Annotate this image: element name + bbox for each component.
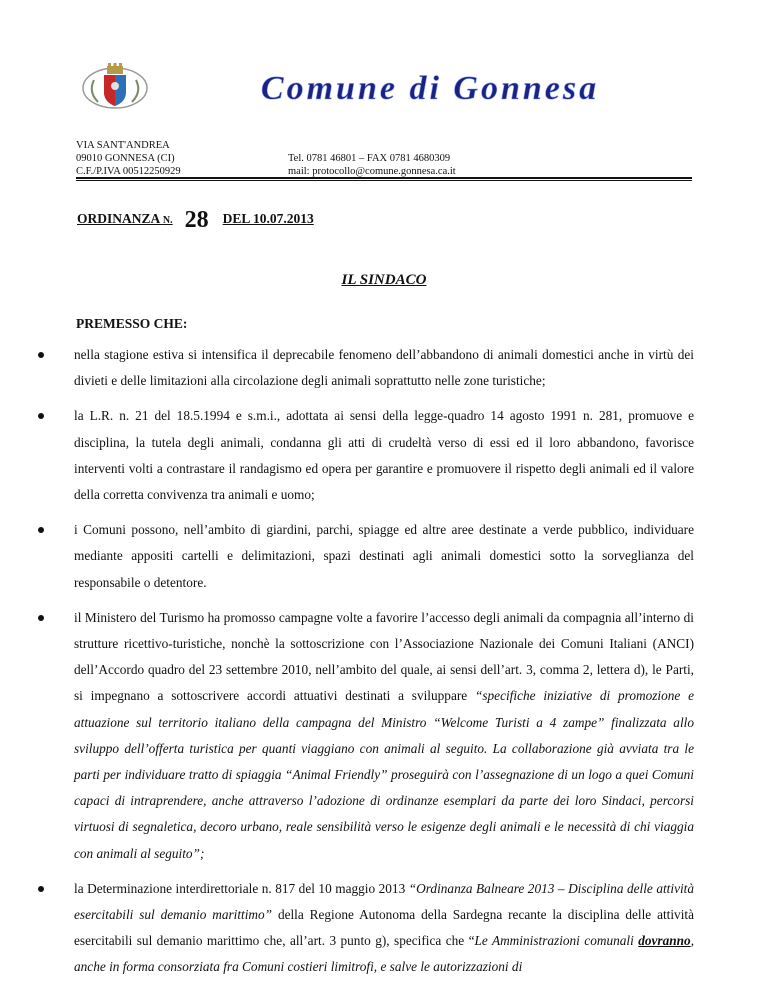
list-item [38,517,694,596]
list-item-text: i Comuni possono, nell’ambito di giardini, parchi, spiagge ed altre aree destinate a verde pubblico, individuare mediante appositi cartelli e delimitazioni, spazi destinati agli animali domestici sotto la sorveglianza del responsabile o detentore. [74,522,694,590]
list-item-text: la Determinazione interdirettoriale n. 817 del 10 maggio 2013 [74,880,409,896]
list-item [38,403,694,508]
list-item [38,342,694,394]
bullet-icon [38,527,44,533]
phone-fax: Tel. 0781 46801 – FAX 0781 4680309 [288,153,451,164]
list-item-text: la L.R. n. 21 del 18.5.1994 e s.m.i., adottata ai sensi della legge-quadro 14 agosto 1991 n. 281, promuove e disciplina, la tutela degli animali, condanna gli atti di crudeltà verso di essi ed il loro abbandono, favorisce interventi volti a contrastare il randagismo ed opera per garantire e promuovere il rispetto degli animali ed il valore della corretta convivenza tra animali e uomo; [74,408,694,503]
list-item-quote: “Ordinanza Balneare 2013 – Disciplina delle attività esercitabili sul demanio marittimo” [74,880,695,923]
ordinanza-date: DEL 10.07.2013 [222,211,314,226]
list-item-quote: , anche in forma consorziata fra Comuni costieri limitrofi, e salve le autorizzazioni di [74,933,695,975]
list-item-text: della Regione Autonoma della Sardegna recante la disciplina delle attività esercitabili sul demanio marittimo che, all’art. 3 punto g), specifica che “ [74,907,694,949]
address-block [76,139,181,178]
ordinanza-label [77,211,173,226]
ordinanza-heading [77,203,314,233]
list-item-text: il Ministero del Turismo ha promosso campagne volte a favorire l’accesso degli animali da compagnia all’interno di strutture ricettivo-turistiche, nonchè la sottoscrizione con l’Associazione Nazionale dei Comuni Italiani (ANCI) dell’Accordo quadro del 23 settembre 2010, nell’ambito del quale, ai sensi dell’art. 3, comma 2, lettera d), le Parti, si impegnano a sottoscrivere accordi attuativi destinati a sviluppare [74,609,694,704]
list-item-text: nella stagione estiva si intensifica il deprecabile fenomeno dell’abbandono di animali domestici anche in virtù dei divieti e delle limitazioni alla circolazione degli animali soprattutto nelle zone turistiche; [74,347,694,389]
bullet-icon [38,352,44,358]
email-address: mail: protocollo@comune.gonnesa.ca.it [288,166,456,177]
address-line: C.F./P.IVA 00512250929 [76,166,181,177]
list-item-quote: Le Amministrazioni comunali [474,933,639,949]
header-divider [76,177,692,181]
emphasis-text: dovranno [638,933,691,949]
logo-text: Comune di Gonnesa [260,70,600,106]
list-item [38,876,694,981]
comune-di-gonnesa-logo [212,70,648,106]
comune-crest-icon [80,62,150,112]
ordinanza-label-n: N. [162,215,173,226]
list-item-quote: “specifiche iniziative di promozione e attuazione sul territorio italiano della campagna del Ministro “Welcome Turisti a 4 zampe” finalizzata allo sviluppo dell’offerta turistica per quanti viaggiano con animali al seguito. La collaborazione già avviata tra le parti per individuare tratto di spiaggia “Animal Friendly” proseguirà con l’assegnazione di un logo a quei Comuni capaci di intraprendere, anche attraverso l’adozione di ordinanze esemplari da parte dei loro Sindaci, percorsi virtuosi di segnaletica, decoro urbano, reale sensibilità verso le esigenze degli animali e le necessità di chi viaggia con animali al seguito”; [74,688,694,861]
bullet-icon [38,615,44,621]
contacts-block [288,152,456,178]
premesso-list [38,342,694,990]
address-line: 09010 GONNESA (CI) [76,153,175,164]
bullet-icon [38,886,44,892]
address-line: VIA SANT'ANDREA [76,140,170,151]
list-item [38,605,694,867]
premesso-heading: PREMESSO CHE: [76,316,188,331]
document-title: IL SINDACO [341,272,427,288]
bullet-icon [38,413,44,419]
ordinanza-number: 28 [184,207,209,233]
ordinanza-label-main: ORDINANZA [77,211,160,226]
